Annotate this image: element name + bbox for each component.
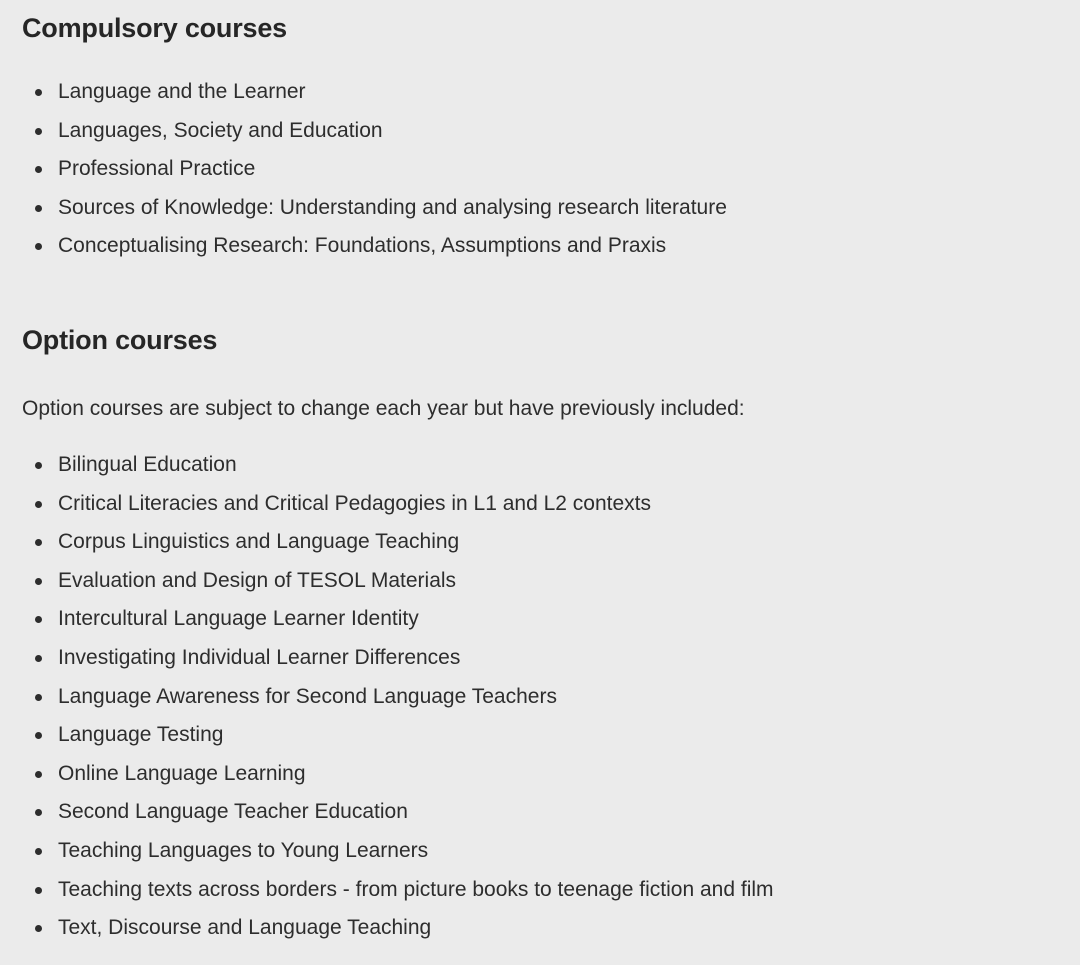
list-item	[22, 485, 1080, 524]
bullet-icon	[35, 848, 42, 855]
list-item-label: Corpus Linguistics and Language Teaching	[58, 530, 460, 554]
list-item-label: Sources of Knowledge: Understanding and analysing research literature	[58, 195, 727, 219]
bullet-icon	[35, 166, 42, 173]
compulsory-courses-list	[22, 73, 1080, 266]
list-item	[22, 600, 1080, 639]
list-item	[22, 150, 1080, 189]
list-item	[22, 227, 1080, 266]
option-courses-heading: Option courses	[22, 324, 218, 355]
bullet-icon	[35, 501, 42, 508]
bullet-icon	[35, 809, 42, 816]
bullet-icon	[35, 89, 42, 96]
list-item-label: Online Language Learning	[58, 761, 306, 785]
list-item	[22, 562, 1080, 601]
bullet-icon	[35, 887, 42, 894]
bullet-icon	[35, 694, 42, 701]
list-item-label: Teaching texts across borders - from picture books to teenage fiction and film	[58, 877, 774, 901]
list-item	[22, 871, 1080, 910]
bullet-icon	[35, 462, 42, 469]
list-item	[22, 909, 1080, 948]
list-item-label: Languages, Society and Education	[58, 118, 383, 142]
list-item-label: Language Testing	[58, 723, 224, 747]
list-item	[22, 523, 1080, 562]
bullet-icon	[35, 128, 42, 135]
bullet-icon	[35, 925, 42, 932]
list-item-label: Text, Discourse and Language Teaching	[58, 916, 432, 940]
bullet-icon	[35, 771, 42, 778]
list-item	[22, 112, 1080, 151]
list-item-label: Professional Practice	[58, 157, 256, 181]
bullet-icon	[35, 205, 42, 212]
bullet-icon	[35, 578, 42, 585]
option-courses-list	[22, 446, 1080, 948]
list-item-label: Investigating Individual Learner Differences	[58, 645, 461, 669]
list-item	[22, 716, 1080, 755]
bullet-icon	[35, 539, 42, 546]
list-item-label: Language Awareness for Second Language Teachers	[58, 684, 557, 708]
list-item	[22, 73, 1080, 112]
list-item-label: Second Language Teacher Education	[58, 800, 408, 824]
list-item	[22, 189, 1080, 228]
option-courses-intro: Option courses are subject to change each year but have previously included:	[22, 396, 745, 420]
list-item	[22, 755, 1080, 794]
bullet-icon	[35, 243, 42, 250]
list-item-label: Critical Literacies and Critical Pedagogies in L1 and L2 contexts	[58, 491, 651, 515]
list-item-label: Evaluation and Design of TESOL Materials	[58, 568, 457, 592]
list-item	[22, 446, 1080, 485]
list-item	[22, 639, 1080, 678]
list-item-label: Conceptualising Research: Foundations, Assumptions and Praxis	[58, 234, 667, 258]
list-item-label: Bilingual Education	[58, 452, 237, 476]
list-item-label: Teaching Languages to Young Learners	[58, 838, 429, 862]
list-item	[22, 678, 1080, 717]
bullet-icon	[35, 655, 42, 662]
bullet-icon	[35, 616, 42, 623]
list-item-label: Language and the Learner	[58, 80, 306, 103]
list-item-label: Intercultural Language Learner Identity	[58, 607, 419, 631]
list-item	[22, 793, 1080, 832]
bullet-icon	[35, 732, 42, 739]
list-item	[22, 832, 1080, 871]
compulsory-courses-heading: Compulsory courses	[22, 13, 287, 43]
